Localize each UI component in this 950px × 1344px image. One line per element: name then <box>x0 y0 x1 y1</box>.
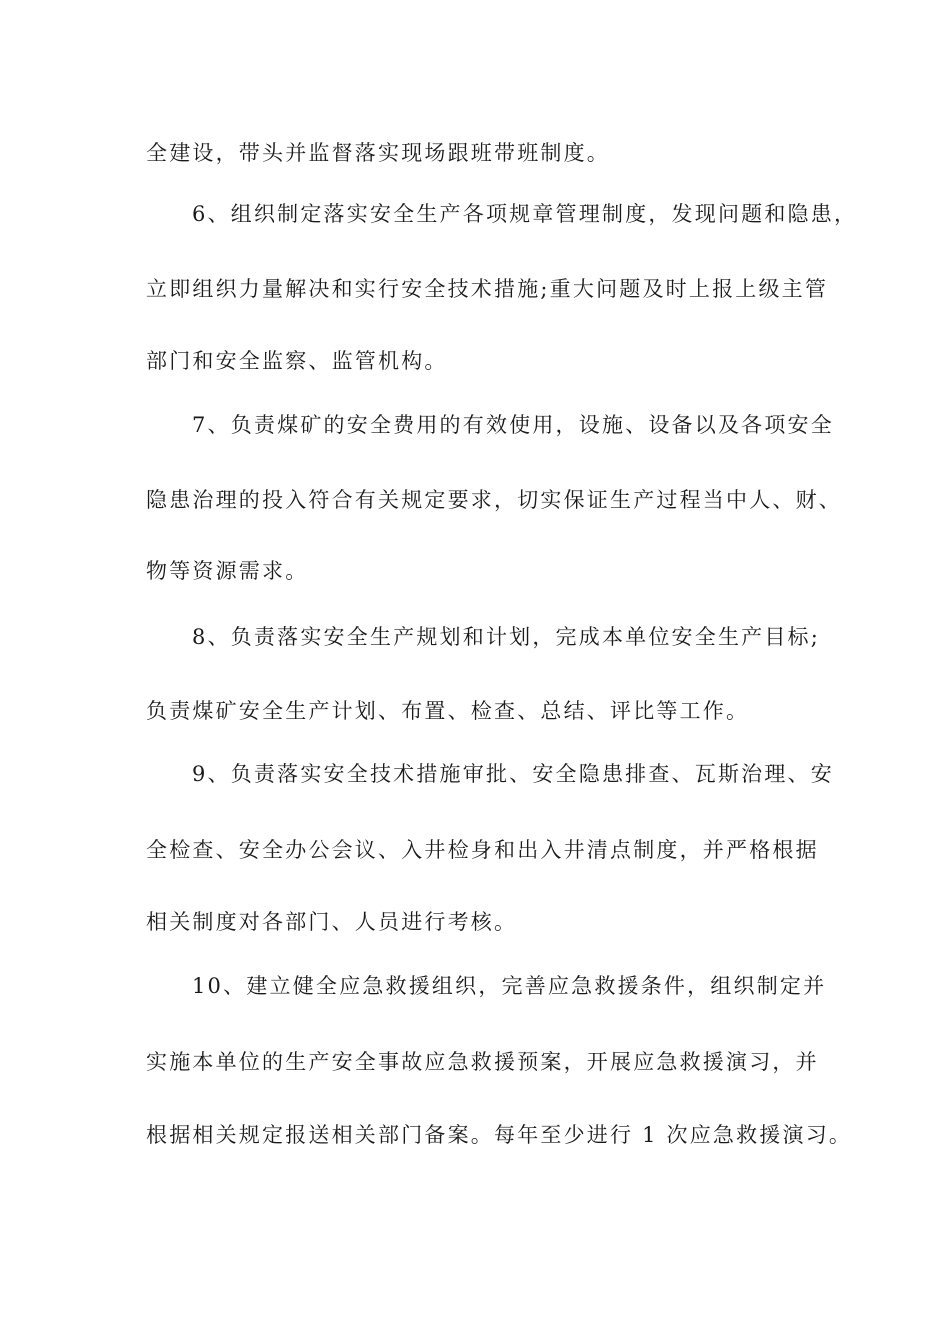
paragraph-10-line-2: 实施本单位的生产安全事故应急救援预案，开展应急救援演习，并 <box>146 1050 819 1074</box>
paragraph-8-line-2: 负责煤矿安全生产计划、布置、检查、总结、评比等工作。 <box>146 699 750 723</box>
paragraph-6-line-2: 立即组织力量解决和实行安全技术措施;重大问题及时上报上级主管 <box>146 277 829 301</box>
paragraph-8-line-1: 8、负责落实安全生产规划和计划，完成本单位安全生产目标; <box>192 625 821 649</box>
paragraph-9-line-1: 9、负责落实安全技术措施审批、安全隐患排查、瓦斯治理、安 <box>192 762 834 786</box>
paragraph-10-line-1: 10、建立健全应急救援组织，完善应急救援条件，组织制定并 <box>192 974 827 998</box>
paragraph-7-line-1: 7、负责煤矿的安全费用的有效使用，设施、设备以及各项安全 <box>192 413 834 437</box>
paragraph-10-line-3: 根据相关规定报送相关部门备案。每年至少进行 1 次应急救援演习。 <box>146 1123 853 1147</box>
paragraph-7-line-3: 物等资源需求。 <box>146 559 309 583</box>
paragraph-6-line-3: 部门和安全监察、监管机构。 <box>146 349 448 373</box>
paragraph-6-line-1: 6、组织制定落实安全生产各项规章管理制度，发现问题和隐患， <box>192 202 858 226</box>
paragraph-7-line-2: 隐患治理的投入符合有关规定要求，切实保证生产过程当中人、财、 <box>146 488 842 512</box>
paragraph-9-line-3: 相关制度对各部门、人员进行考核。 <box>146 910 518 934</box>
paragraph-9-line-2: 全检查、安全办公会议、入井检身和出入井清点制度，并严格根据 <box>146 838 819 862</box>
paragraph-5-line-2: 全建设，带头并监督落实现场跟班带班制度。 <box>146 141 610 165</box>
